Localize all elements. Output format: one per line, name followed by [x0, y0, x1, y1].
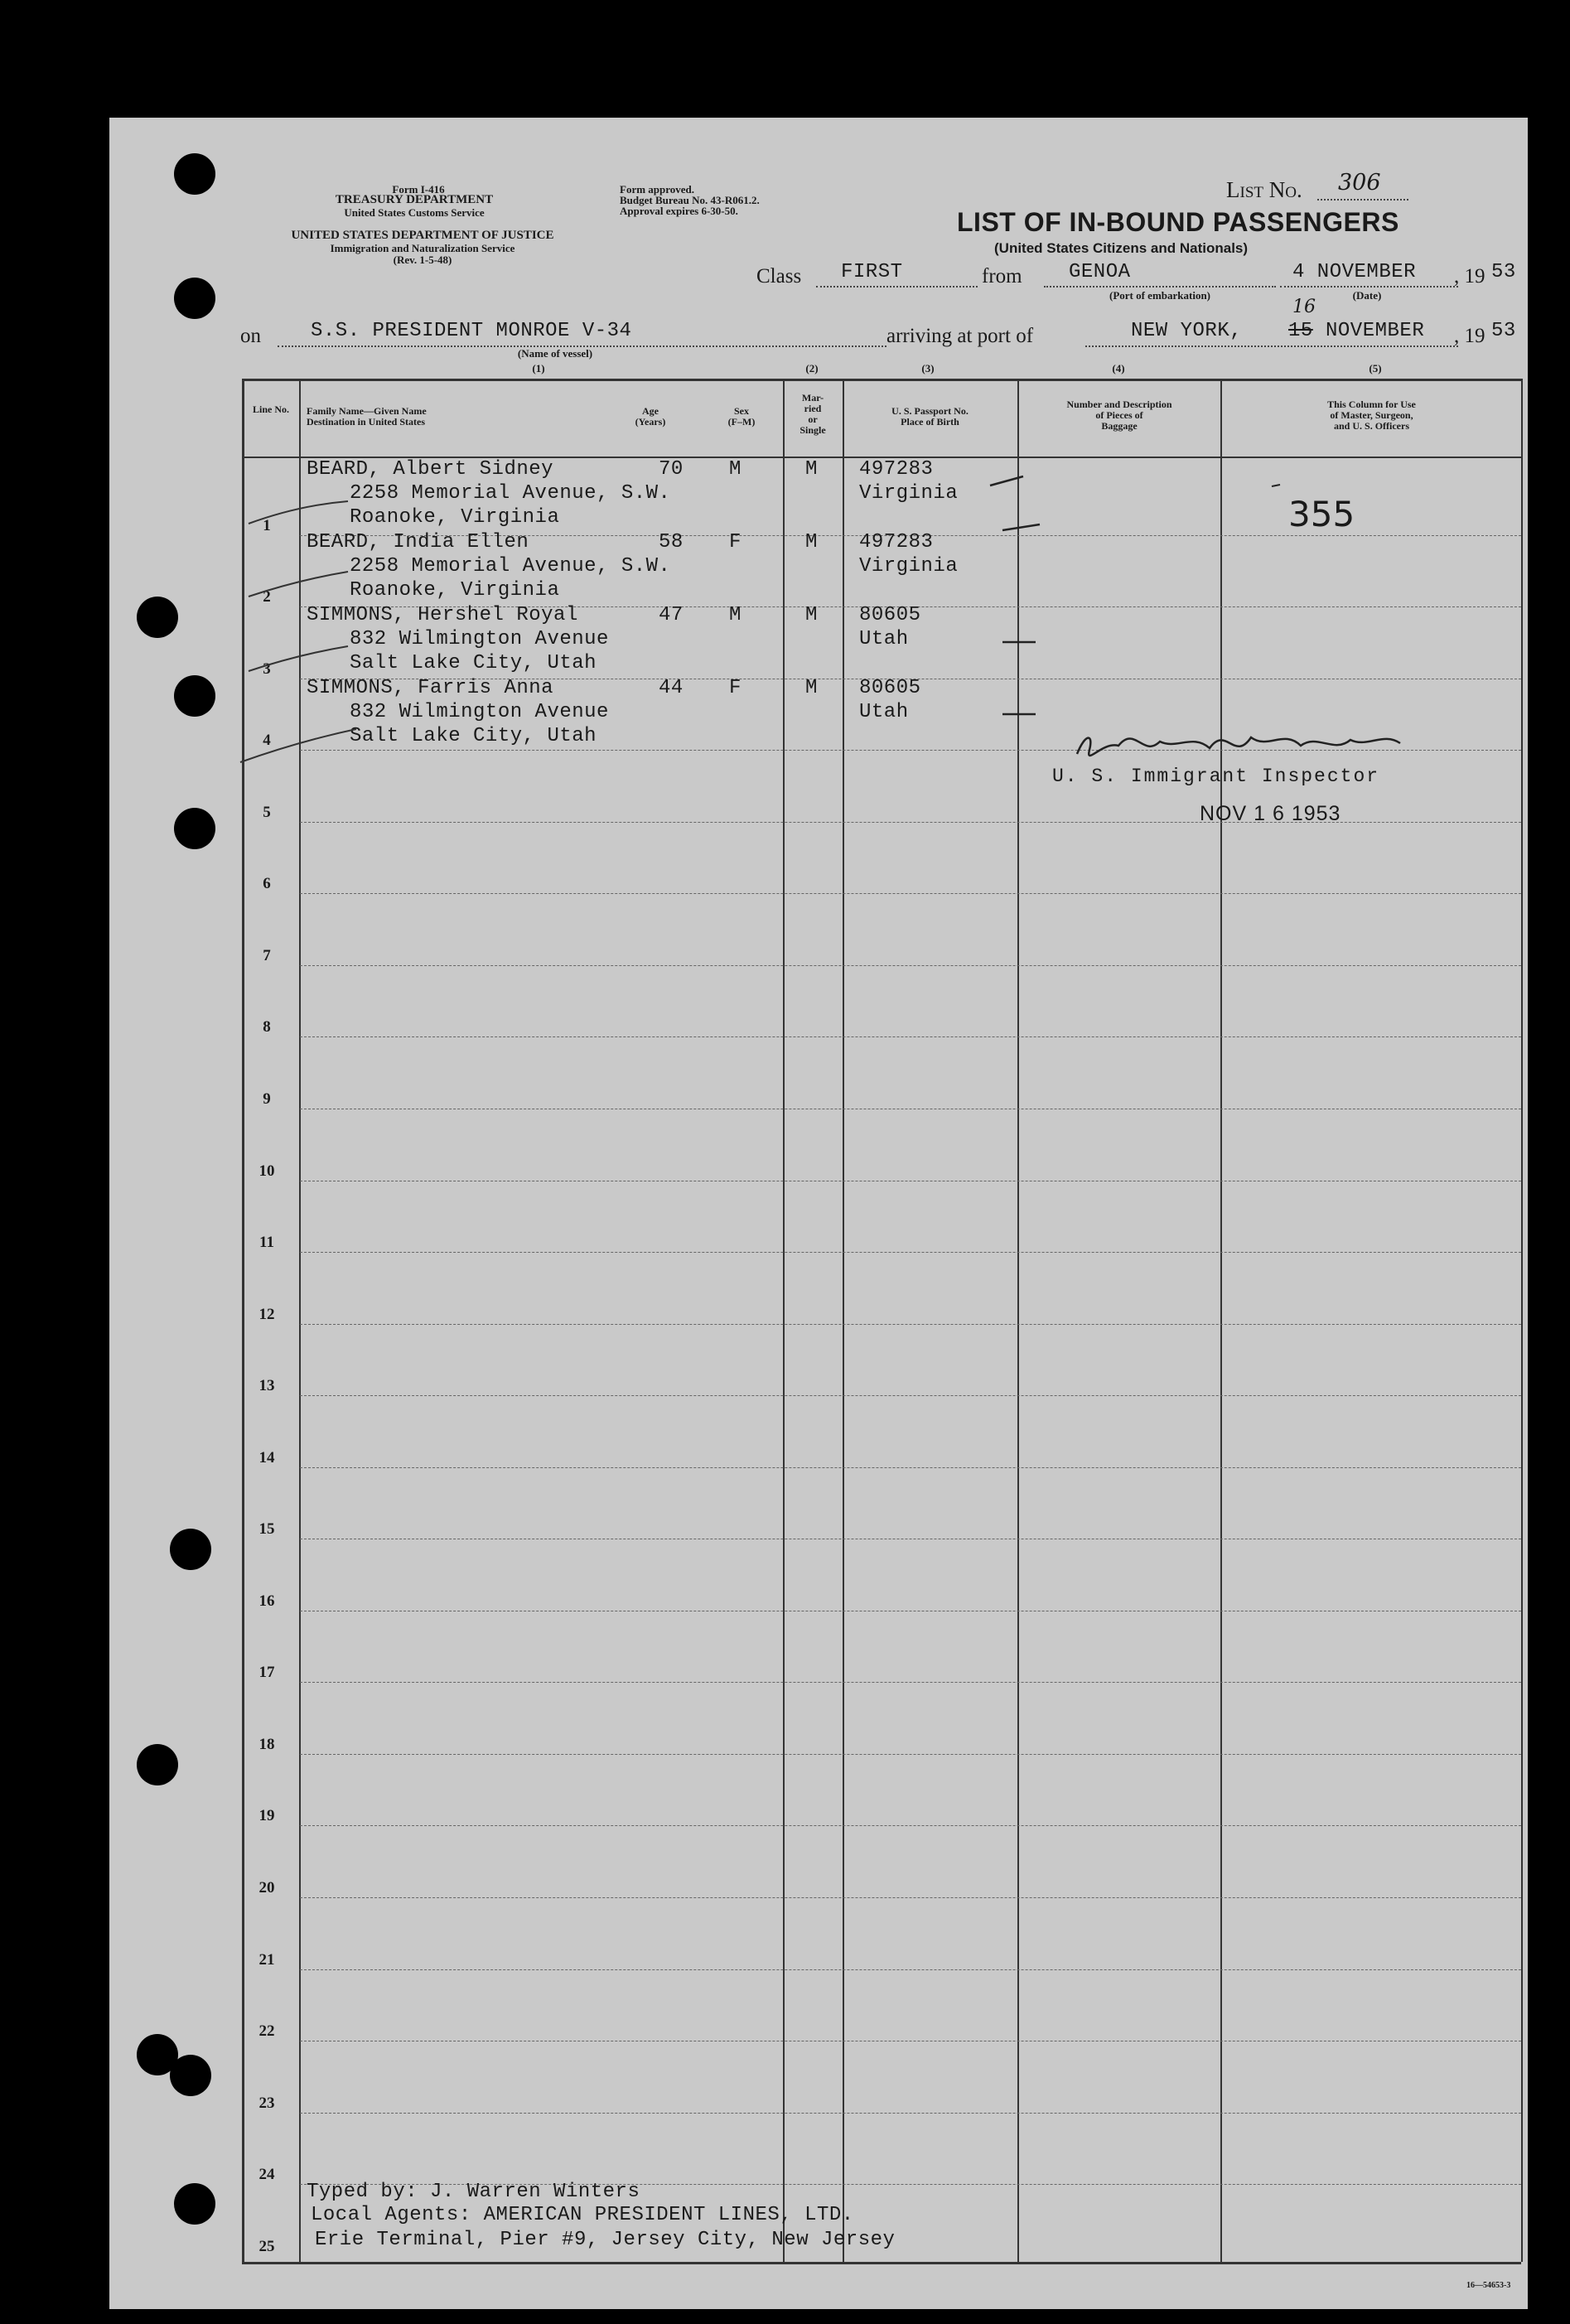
col-num-2: (2)	[805, 362, 819, 374]
passenger-address-street: 832 Wilmington Avenue	[350, 701, 609, 723]
header-passport: U. S. Passport No. Place of Birth	[891, 405, 969, 428]
passenger-married: M	[805, 531, 818, 553]
embark-year: 53	[1491, 261, 1516, 283]
passenger-sex: M	[729, 458, 742, 481]
place-of-birth: Utah	[859, 628, 909, 650]
form-revision: (Rev. 1-5-48)	[393, 254, 452, 266]
treasury-dept: TREASURY DEPARTMENT	[335, 193, 494, 206]
list-no-value: 306	[1338, 170, 1381, 196]
vessel-caption: (Name of vessel)	[517, 347, 593, 360]
line-number: 16	[258, 1592, 275, 1610]
passenger-age: 47	[659, 604, 684, 626]
embark-date: 4 NOVEMBER	[1292, 261, 1417, 283]
passenger-age: 44	[659, 677, 684, 699]
line-number: 12	[258, 1305, 275, 1323]
form-title: LIST OF IN-BOUND PASSENGERS	[957, 207, 1399, 237]
passenger-address-city: Salt Lake City, Utah	[350, 652, 597, 674]
arrival-port: NEW YORK,	[1131, 320, 1243, 342]
justice-dept: UNITED STATES DEPARTMENT OF JUSTICE	[291, 229, 554, 242]
passenger-address-city: Salt Lake City, Utah	[350, 725, 597, 747]
passenger-name: BEARD, India Ellen	[307, 531, 529, 553]
col-num-1: (1)	[532, 362, 545, 374]
line-number: 2	[263, 588, 271, 606]
line-number: 13	[258, 1377, 275, 1395]
line-number: 25	[258, 2237, 275, 2255]
form-subtitle: (United States Citizens and Nationals)	[994, 240, 1249, 256]
embark-year-prefix: , 19	[1454, 265, 1485, 287]
line-number: 21	[258, 1950, 275, 1969]
approval-line-1: Form approved.	[620, 183, 695, 196]
passport-number: 80605	[859, 604, 921, 626]
col-num-3: (3)	[921, 362, 935, 374]
line-number: 10	[258, 1162, 275, 1180]
line-number: 17	[258, 1664, 275, 1682]
line-number: 7	[263, 946, 271, 964]
passenger-name: SIMMONS, Hershel Royal	[307, 604, 578, 626]
arrival-year-prefix: , 19	[1454, 325, 1485, 347]
passenger-sex: F	[729, 677, 742, 699]
line-number: 15	[258, 1520, 275, 1539]
passenger-age: 70	[659, 458, 684, 481]
line-number: 22	[258, 2022, 275, 2041]
line-number: 3	[263, 660, 271, 678]
passenger-sex: M	[729, 604, 742, 626]
line-number: 19	[258, 1807, 275, 1825]
line-number: 8	[263, 1018, 271, 1036]
line-number: 20	[258, 1879, 275, 1896]
approval-line-3: Approval expires 6-30-50.	[620, 205, 738, 217]
class-value: FIRST	[841, 261, 903, 283]
place-of-birth: Virginia	[859, 555, 959, 577]
embark-port: GENOA	[1069, 261, 1131, 283]
on-label: on	[240, 325, 261, 347]
col-num-4: (4)	[1112, 362, 1125, 374]
line-number: 24	[258, 2166, 275, 2184]
line-number: 14	[258, 1448, 275, 1466]
inspector-signature	[1069, 717, 1458, 766]
arrival-day-struck: 15	[1288, 320, 1313, 342]
passenger-address-street: 2258 Memorial Avenue, S.W.	[350, 555, 671, 577]
passenger-address-street: 832 Wilmington Avenue	[350, 628, 609, 650]
arrival-month: NOVEMBER	[1326, 320, 1425, 342]
passenger-address-city: Roanoke, Virginia	[350, 579, 560, 602]
passenger-name: SIMMONS, Farris Anna	[307, 677, 554, 699]
approval-line-2: Budget Bureau No. 43-R061.2.	[620, 194, 760, 206]
officer-number: 355	[1288, 494, 1355, 534]
vessel-name: S.S. PRESIDENT MONROE V-34	[311, 320, 632, 342]
list-no-label: List No.	[1226, 177, 1302, 202]
passport-number: 497283	[859, 531, 934, 553]
line-number: 9	[263, 1090, 271, 1108]
header-line-no: Line No.	[252, 403, 289, 415]
port-caption: (Port of embarkation)	[1109, 289, 1211, 302]
line-number: 4	[263, 732, 271, 750]
terminal-address: Erie Terminal, Pier #9, Jersey City, New Jersey	[315, 2229, 896, 2251]
customs-service: United States Customs Service	[344, 206, 485, 219]
arrival-stamp-date: NOV 1 6 1953	[1200, 802, 1341, 825]
line-number: 23	[258, 2094, 275, 2112]
line-number: 1	[263, 516, 271, 534]
from-label: from	[982, 265, 1022, 287]
line-number: 18	[258, 1735, 275, 1753]
line-number: 6	[263, 875, 271, 893]
line-number: 11	[259, 1234, 274, 1252]
header-baggage: Number and Description of Pieces of Baggage	[1066, 399, 1172, 432]
place-of-birth: Utah	[859, 701, 909, 723]
header-officers: This Column for Use of Master, Surgeon, and U. S. Officers	[1327, 399, 1416, 432]
passenger-age: 58	[659, 531, 684, 553]
local-agents: Local Agents: AMERICAN PRESIDENT LINES, LTD.	[311, 2204, 854, 2226]
passenger-address-city: Roanoke, Virginia	[350, 506, 560, 529]
arriving-label: arriving at port of	[886, 325, 1034, 347]
header-age: Age (Years)	[635, 405, 666, 428]
passenger-married: M	[805, 458, 818, 481]
typed-by: Typed by: J. Warren Winters	[307, 2181, 640, 2203]
class-label: Class	[756, 265, 802, 287]
inspector-title: U. S. Immigrant Inspector	[1052, 766, 1380, 787]
header-married: Mar- ried or Single	[799, 392, 826, 436]
passport-number: 80605	[859, 677, 921, 699]
print-code: 16—54653-3	[1466, 2281, 1511, 2290]
passenger-married: M	[805, 677, 818, 699]
place-of-birth: Virginia	[859, 482, 959, 505]
arrival-year: 53	[1491, 320, 1516, 342]
arrival-day-handwritten: 16	[1292, 297, 1316, 317]
col-num-5: (5)	[1369, 362, 1382, 374]
date-caption: (Date)	[1352, 289, 1382, 302]
passport-number: 497283	[859, 458, 934, 481]
header-name: Family Name—Given Name Destination in United States	[307, 405, 427, 428]
form-number: Form I-416	[392, 183, 445, 196]
passenger-married: M	[805, 604, 818, 626]
passenger-name: BEARD, Albert Sidney	[307, 458, 554, 481]
passenger-address-street: 2258 Memorial Avenue, S.W.	[350, 482, 671, 505]
ins-service: Immigration and Naturalization Service	[330, 242, 515, 254]
passenger-sex: F	[729, 531, 742, 553]
line-number: 5	[263, 803, 271, 821]
header-sex: Sex (F–M)	[727, 405, 756, 428]
